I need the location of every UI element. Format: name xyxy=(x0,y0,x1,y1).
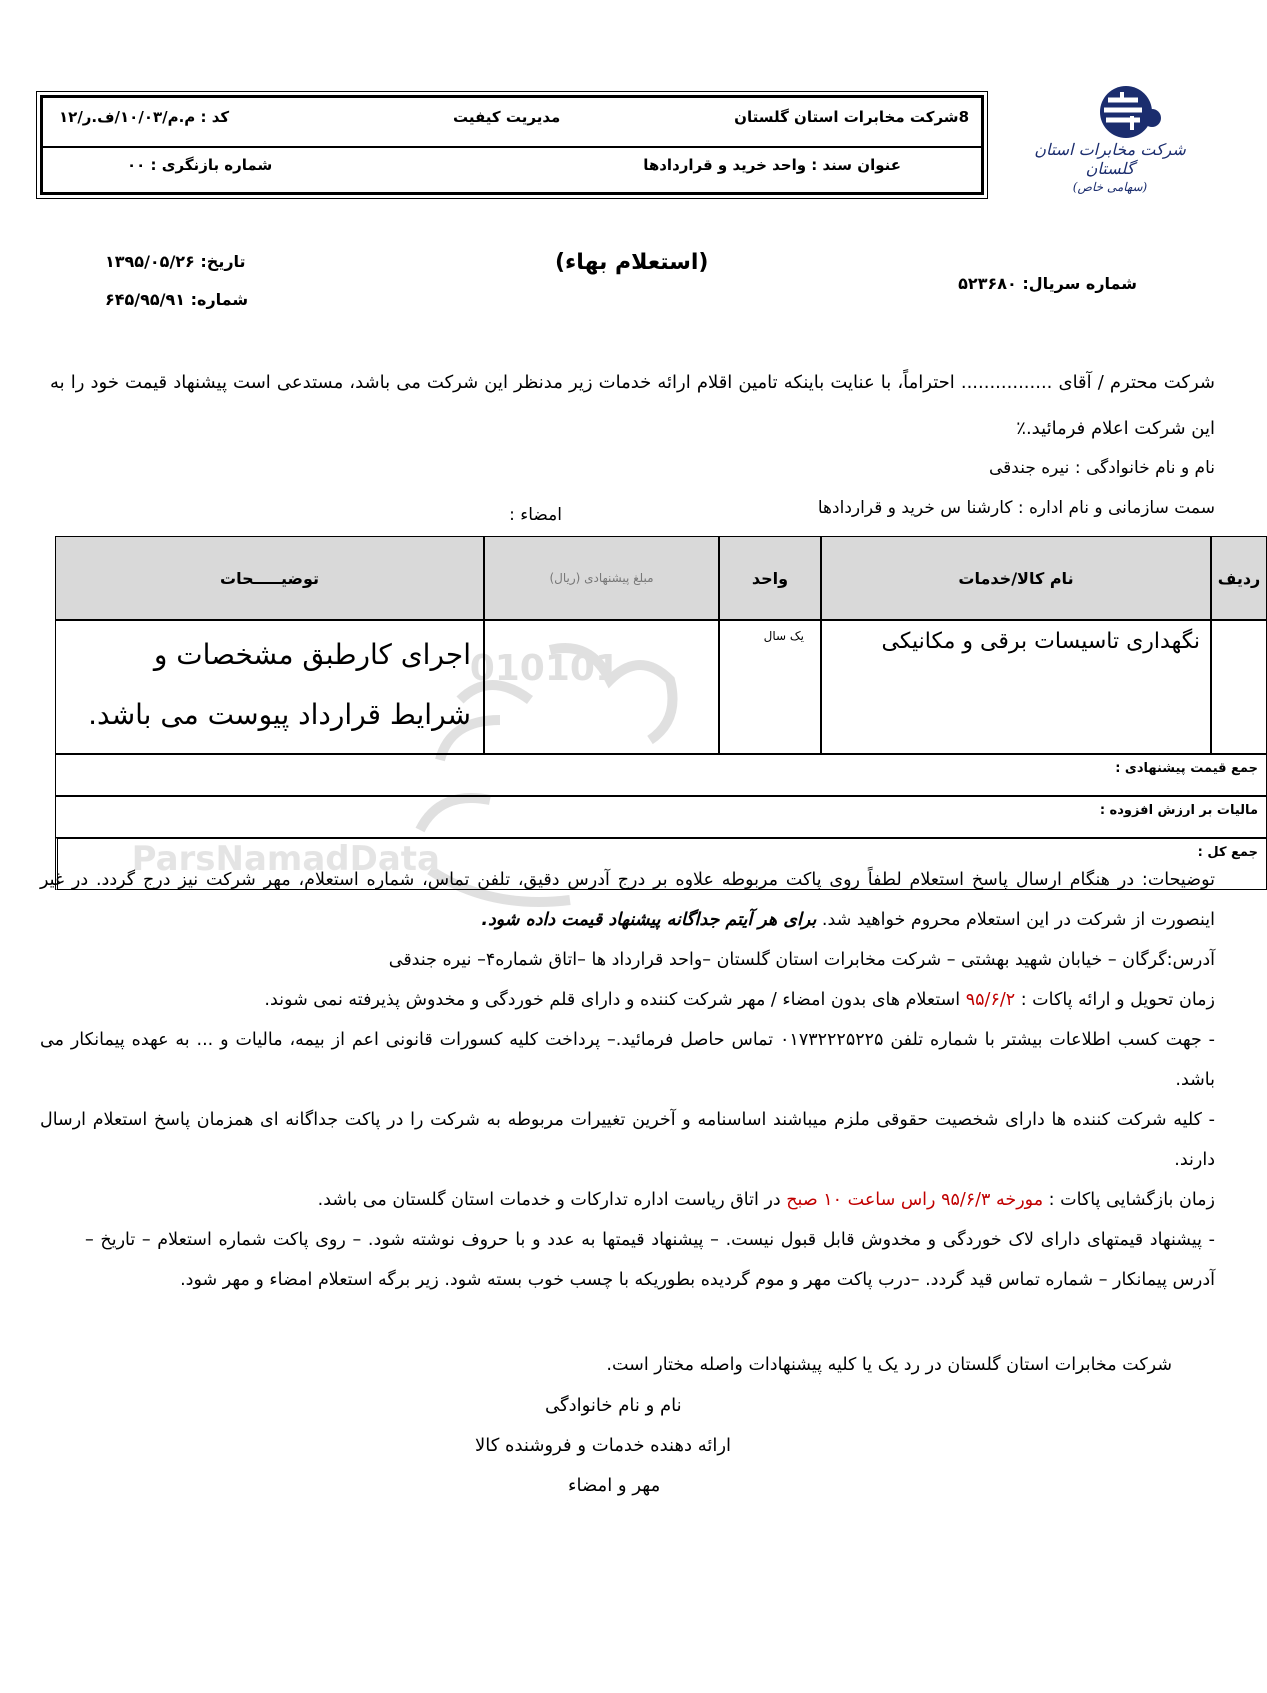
contact-name: نام و نام خانوادگی : نیره جندقی xyxy=(989,458,1215,478)
delivery-date: ۹۵/۶/۲ xyxy=(965,990,1016,1010)
opening-line xyxy=(40,1180,1215,1220)
cell-item-name: نگهداری تاسیسات برقی و مکانیکی xyxy=(821,620,1211,754)
document-title: عنوان سند : واحد خرید و قراردادها xyxy=(643,156,901,174)
page-title: (استعلام بهاء) xyxy=(555,250,709,275)
reservation-line: شرکت مخابرات استان گلستان در رد یک یا کلیه پیشنهادات واصله مختار است. xyxy=(606,1355,1172,1375)
legal-paragraph: - کلیه شرکت کننده ها دارای شخصیت حقوقی ملزم میباشند اساسنامه و آخرین تغییرات مربوطه به شرکت را در پاکت جداگانه ای همزمان پاسخ استعلام ارسال دارند. xyxy=(40,1110,1215,1170)
document-header xyxy=(40,95,984,195)
opening-date: مورخه ۹۵/۶/۳ راس ساعت ۱۰ صبح xyxy=(786,1190,1044,1210)
col-header-unit: واحد xyxy=(719,536,821,620)
notes-paragraph-1 xyxy=(40,860,1215,940)
logo-subtitle: (سهامی خاص) xyxy=(1072,180,1148,194)
serial-number: شماره سریال: ۵۲۳۶۸۰ xyxy=(958,274,1137,293)
svg-text:ParsNamadData: ParsNamadData xyxy=(131,839,440,879)
notes-text: توضیحات: در هنگام ارسال پاسخ استعلام لطفاً روی پاکت مربوطه علاوه بر درج آدرس دقیق، تلفن تماس، شماره استعلام، مهر شرکت نیز درج گردد. در غیر اینصورت از شرکت در این استعلام محروم خواهید شد. xyxy=(40,870,1215,930)
department: مدیریت کیفیت xyxy=(453,108,561,126)
row-sum: جمع قیمت پیشنهادی : xyxy=(55,754,1267,796)
revision-number: شماره بازنگری : ۰۰ xyxy=(127,156,273,174)
logo-mark-icon xyxy=(1030,78,1190,148)
info-paragraph: - جهت کسب اطلاعات بیشتر با شماره تلفن ۰۱۷۳۲۲۲۵۲۲۵ تماس حاصل فرمائید.– پرداخت کلیه کسورات قانونی اعم از بیمه، مالیات و ... به عهده پیمانکار می باشد. xyxy=(40,1030,1215,1090)
col-header-item: نام کالا/خدمات xyxy=(821,536,1211,620)
delivery-text: استعلام های بدون امضاء / مهر شرکت کننده و دارای قلم خوردگی و مخدوش پذیرفته نمی شوند. xyxy=(264,990,961,1010)
row-vat: مالیات بر ارزش افزوده : xyxy=(55,796,1267,838)
price-table xyxy=(55,536,1267,890)
rules-paragraph: - پیشنهاد قیمتهای دارای لاک خوردگی و مخدوش قابل قبول نیست. – پیشنهاد قیمتها به عدد و با حروف نوشته شود. – روی پاکت شماره استعلام – تاریخ – آدرس پیمانکار – شماره تماس قید گردد. –درب پاکت مهر و موم گردیده بطوریکه با چسب خوب بسته شود. زیر برگه استعلام امضاء و مهر شود. xyxy=(85,1230,1215,1290)
notes-emphasis: برای هر آیتم جداگانه پیشنهاد قیمت داده شود. xyxy=(481,910,817,930)
opening-text: در اتاق ریاست اداره تدارکات و خدمات استان گلستان می باشد. xyxy=(317,1190,781,1210)
col-header-row: ردیف xyxy=(1211,536,1267,620)
contact-position: سمت سازمانی و نام اداره : کارشنا س خرید و قراردادها xyxy=(817,498,1215,518)
signature-label: امضاء : xyxy=(509,505,562,525)
cell-unit: یک سال xyxy=(719,620,821,754)
letter-date: تاریخ: ۱۳۹۵/۰۵/۲۶ xyxy=(105,252,246,271)
cell-description: اجرای کارطبق مشخصات و شرایط قرارداد پیوست می باشد. xyxy=(55,620,484,754)
company-logo xyxy=(1030,78,1190,208)
document-code: کد : م.م/۱۰/۰۳/ف.ر/۱۲ xyxy=(59,108,230,126)
col-header-price: مبلغ پیشنهادی (ریال) xyxy=(484,536,719,620)
delivery-line xyxy=(40,980,1215,1020)
letter-number: شماره: ۶۴۵/۹۵/۹۱ xyxy=(105,290,249,309)
header-divider xyxy=(43,146,981,148)
footer-stamp: مهر و امضاء xyxy=(568,1475,661,1496)
cell-row-number xyxy=(1211,620,1267,754)
row-total: جمع کل : xyxy=(55,838,1267,890)
footer-provider: ارائه دهنده خدمات و فروشنده کالا xyxy=(475,1435,732,1456)
opening-label: زمان بازگشایی پاکات : xyxy=(1048,1190,1215,1210)
svg-text:010101: 010101 xyxy=(469,648,620,689)
cell-price xyxy=(484,620,719,754)
col-header-description: توضیـــــحات xyxy=(55,536,484,620)
footer-name: نام و نام خانوادگی xyxy=(545,1395,682,1416)
company-name: 8شرکت مخابرات استان گلستان xyxy=(734,108,969,126)
logo-company-name: شرکت مخابرات استان گلستان xyxy=(1034,140,1186,178)
delivery-label: زمان تحویل و ارائه پاکات : xyxy=(1020,990,1215,1010)
address-line: آدرس:گرگان – خیابان شهید بهشتی – شرکت مخابرات استان گلستان –واحد قرارداد ها –اتاق شماره۴– نیره جندقی xyxy=(388,950,1215,970)
intro-paragraph: شرکت محترم / آقای ................ احتراماً، با عنایت باینکه تامین اقلام ارائه خدمات زیر مدنظر این شرکت می باشد، مستدعی است پیشنهاد قیمت خود را به این شرکت اعلام فرمائید.٪ xyxy=(50,372,1215,439)
